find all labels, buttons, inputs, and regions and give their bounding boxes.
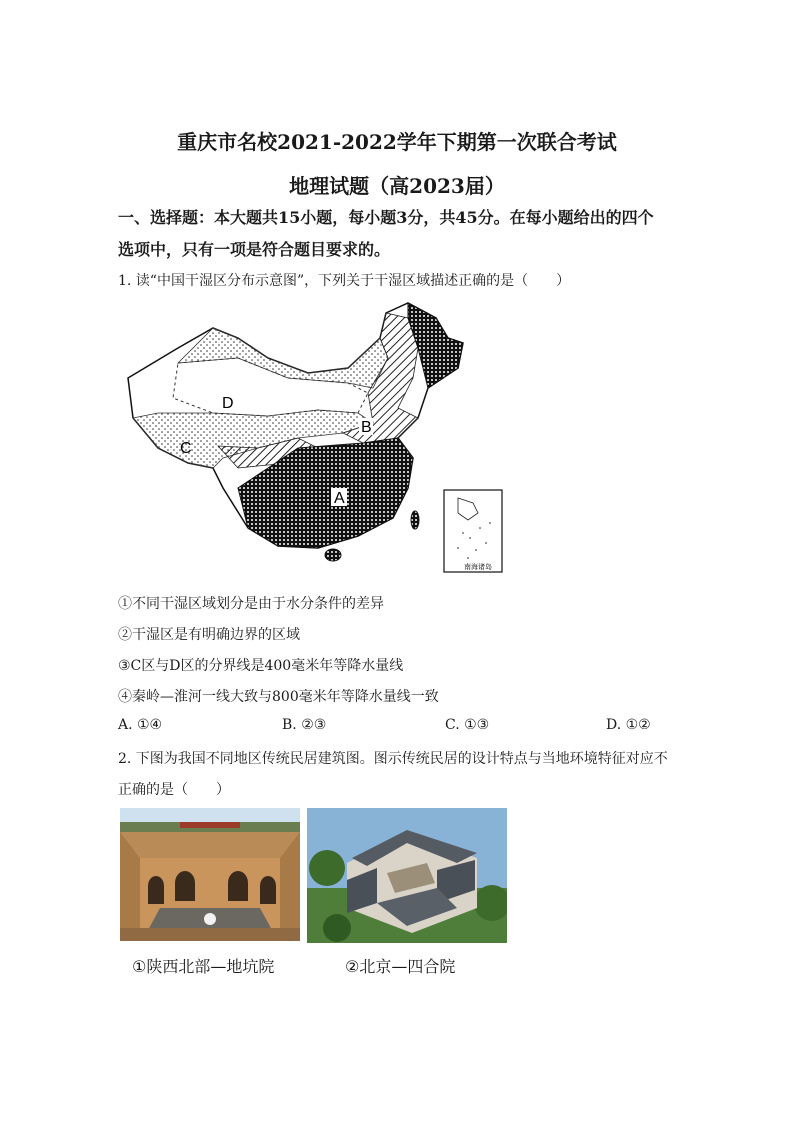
map-label-d: D (222, 395, 234, 412)
question-2-stem-line2: 正确的是（ ） (118, 782, 230, 798)
photo-siheyuan (307, 808, 507, 943)
south-china-sea-inset (444, 490, 502, 572)
option-d[interactable]: D. ①② (606, 717, 651, 733)
question-1-stem: 1. 读“中国干湿区分布示意图”，下列关于干湿区域描述正确的是（ ） (118, 273, 571, 289)
document-subtitle: 地理试题（高2023届） (289, 174, 505, 198)
option-b[interactable]: B. ②③ (282, 717, 327, 733)
inset-label: 南海诸岛 (464, 563, 492, 571)
china-dry-wet-map (118, 298, 508, 578)
document-title: 重庆市名校2021-2022学年下期第一次联合考试 (177, 130, 617, 154)
section-heading-line1: 一、选择题：本大题共15小题，每小题3分，共45分。在每小题给出的四个 (118, 208, 654, 227)
option-a[interactable]: A. ①④ (118, 717, 163, 733)
section-heading-line2: 选项中，只有一项是符合题目要求的。 (118, 240, 391, 259)
map-label-b: B (361, 419, 372, 436)
question-2-stem-line1: 2. 下图为我国不同地区传统民居建筑图。图示传统民居的设计特点与当地环境特征对应不 (118, 751, 668, 767)
statement-4: ④秦岭—淮河一线大致与800毫米年等降水量线一致 (118, 689, 439, 705)
caption-siheyuan: ②北京—四合院 (345, 957, 456, 976)
map-label-a: A (334, 490, 345, 507)
map-label-c: C (180, 440, 192, 457)
caption-dikengyuan: ①陕西北部—地坑院 (132, 957, 275, 976)
photo-dikengyuan (120, 808, 300, 941)
hainan-island (325, 549, 341, 561)
option-c[interactable]: C. ①③ (445, 717, 490, 733)
statement-1: ①不同干湿区域划分是由于水分条件的差异 (118, 596, 384, 612)
statement-3: ③C区与D区的分界线是400毫米年等降水量线 (118, 658, 404, 674)
statement-2: ②干湿区是有明确边界的区域 (118, 627, 300, 643)
taiwan-island (411, 511, 419, 529)
